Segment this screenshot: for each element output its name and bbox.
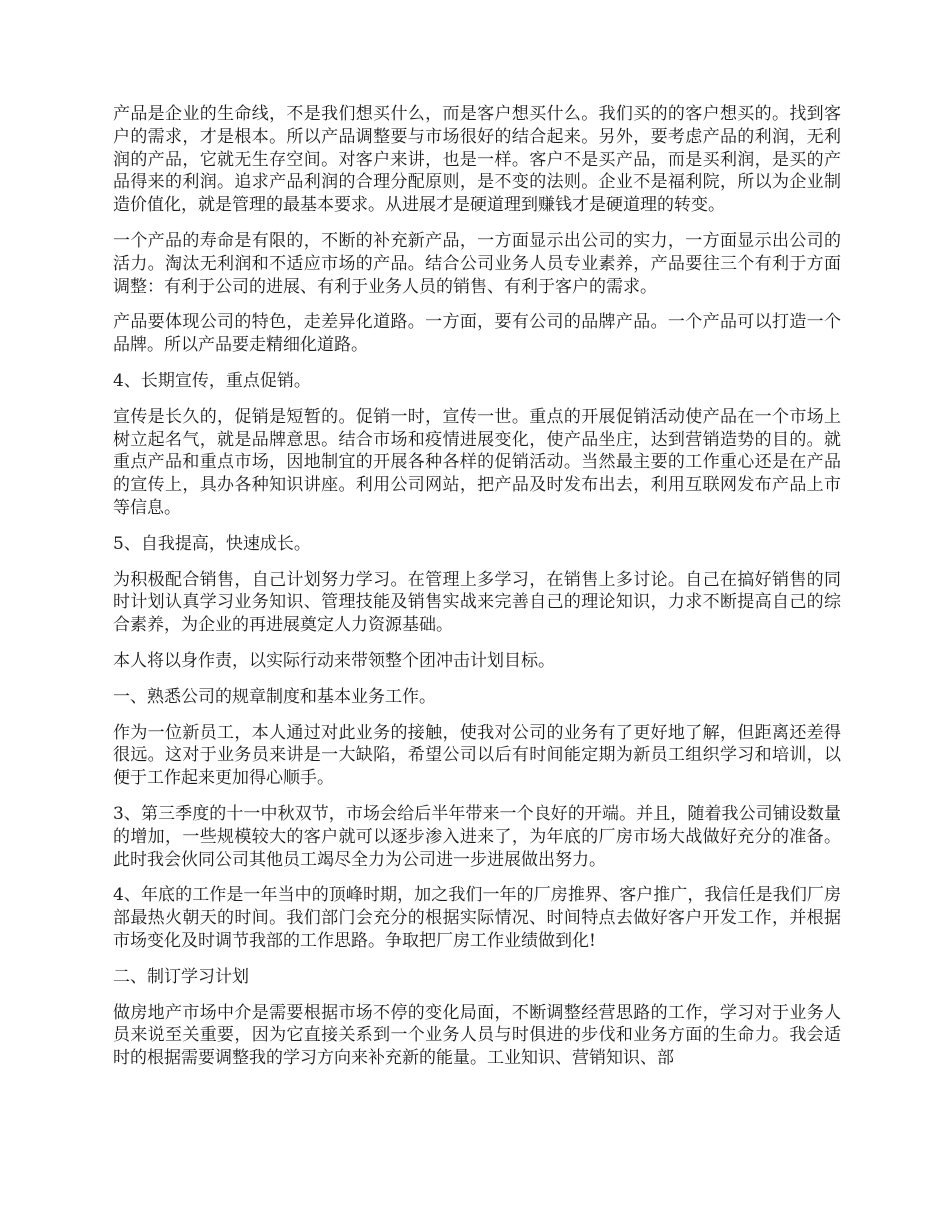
- paragraph-year-end: 4、年底的工作是一年当中的顶峰时期，加之我们一年的厂房推界、客户推广，我信任是我们厂房部最热火朝天的时间。我们部门会充分的根据实际情况、时间特点去做好客户开发工作，并根据市场变化及时调节我部的工作思路。争取把厂房工作业绩做到化!: [113, 885, 841, 951]
- paragraph-lead-by-example: 本人将以身作责，以实际行动来带领整个团冲击计划目标。: [113, 650, 555, 671]
- paragraph-differentiation: 产品要体现公司的特色，走差异化道路。一方面，要有公司的品牌产品。一个产品可以打造一个品牌。所以产品要走精细化道路。: [113, 312, 841, 356]
- paragraph-product-lifespan: 一个产品的寿命是有限的，不断的补充新产品，一方面显示出公司的实力，一方面显示出公司的活力。淘汰无利润和不适应市场的产品。结合公司业务人员专业素养，产品要往三个有利于方面调整：有利于公司的进展、有利于业务人员的销售、有利于客户的需求。: [113, 230, 841, 297]
- document-page: [113, 103, 841, 1083]
- section-heading-study-plan: 二、制订学习计划: [113, 966, 249, 987]
- paragraph-new-employee: 作为一位新员工，本人通过对此业务的接触，使我对公司的业务有了更好地了解，但距离还差得很远。这对于业务员来讲是一大缺陷，希望公司以后有时间能定期为新员工组织学习和培训，以便于工作起来更加得心顺手。: [113, 722, 841, 789]
- paragraph-third-quarter: 3、第三季度的十一中秋双节，市场会给后半年带来一个良好的开端。并且，随着我公司铺设数量的增加，一些规模较大的客户就可以逐步渗入进来了，为年底的厂房市场大战做好充分的准备。此时我会伙同公司其他员工竭尽全力为公司进一步进展做出努力。: [113, 803, 841, 870]
- section-heading-company-rules: 一、熟悉公司的规章制度和基本业务工作。: [113, 686, 436, 707]
- section-heading-promotion: 4、长期宣传，重点促销。: [113, 370, 311, 391]
- paragraph-self-improvement: 为积极配合销售，自己计划努力学习。在管理上多学习，在销售上多讨论。自己在搞好销售的同时计划认真学习业务知识、管理技能及销售实战来完善自己的理论知识，力求不断提高自己的综合素养，为企业的再进展奠定人力资源基础。: [113, 569, 841, 636]
- section-heading-self-improvement: 5、自我提高，快速成长。: [113, 533, 311, 554]
- paragraph-product-lifeline: 产品是企业的生命线，不是我们想买什么，而是客户想买什么。我们买的的客户想买的。找到客户的需求，才是根本。所以产品调整要与市场很好的结合起来。另外，要考虑产品的利润，无利润的产品，它就无生存空间。对客户来讲，也是一样。客户不是买产品，而是买利润，是买的产品得来的利润。追求产品利润的合理分配原则，是不变的法则。企业不是福利院，所以为企业制造价值化，就是管理的最基本要求。从进展才是硬道理到赚钱才是硬道理的转变。: [113, 104, 841, 216]
- paragraph-promotion: 宣传是长久的，促销是短暂的。促销一时，宣传一世。重点的开展促销活动使产品在一个市场上树立起名气，就是品牌意思。结合市场和疫情进展变化，使产品坐庄，达到营销造势的目的。就重点产品和重点市场，因地制宜的开展各种各样的促销活动。当然最主要的工作重心还是在产品的宣传上，具办各种知识讲座。利用公司网站，把产品及时发布出去，利用互联网发布产品上市等信息。: [113, 406, 841, 518]
- paragraph-real-estate-study: 做房地产市场中介是需要根据市场不停的变化局面，不断调整经营思路的工作，学习对于业务人员来说至关重要，因为它直接关系到一个业务人员与时俱进的步伐和业务方面的生命力。我会适时的根据需要调整我的学习方向来补充新的能量。工业知识、营销知识、部: [113, 1002, 841, 1069]
